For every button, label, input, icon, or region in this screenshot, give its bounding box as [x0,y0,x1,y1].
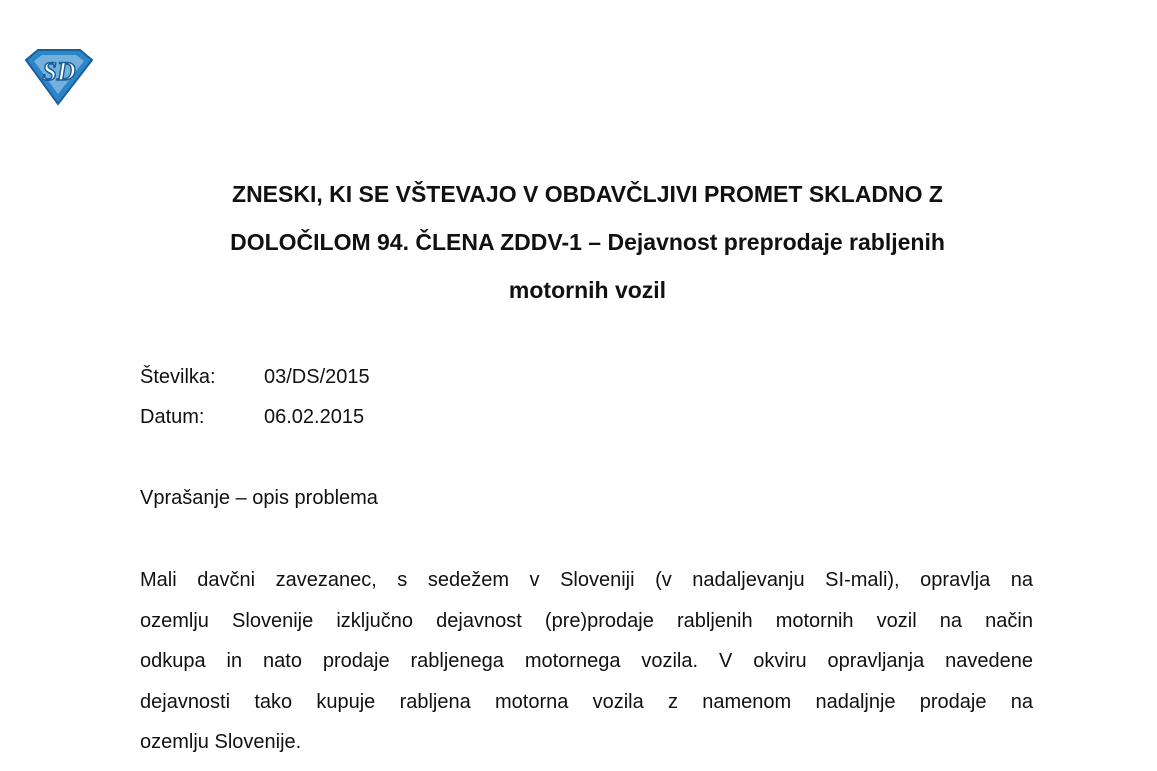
section-heading: Vprašanje – opis problema [140,487,378,509]
document-title [120,170,1055,314]
number-label: Številka: [140,366,216,388]
title-line: ZNESKI, KI SE VŠTEVAJO V OBDAVČLJIVI PROMET SKLADNO Z [232,181,943,207]
number-value: 03/DS/2015 [264,366,370,388]
title-line: DOLOČILOM 94. ČLENA ZDDV-1 – Dejavnost preprodaje rabljenih [230,229,945,255]
paragraph-line: ozemlju Slovenije. [140,731,302,754]
logo-lettering: SD [42,57,76,86]
paragraph-line: dejavnosti tako kupuje rabljena motorna vozila z namenom nadaljnje prodaje na [140,690,1033,713]
paragraph-line: ozemlju Slovenije izključno dejavnost (pre)prodaje rabljenih motornih vozil na način [140,609,1033,632]
paragraph-line: Mali davčni zavezanec, s sedežem v Sloveniji (v nadaljevanju SI-mali), opravlja na [140,569,1033,591]
body-paragraph [140,568,1033,771]
date-label: Datum: [140,406,205,428]
organization-logo [22,48,96,106]
date-value: 06.02.2015 [264,406,365,428]
paragraph-line: odkupa in nato prodaje rabljenega motornega vozila. V okviru opravljanja navedene [140,650,1033,673]
title-line: motornih vozil [508,277,667,303]
